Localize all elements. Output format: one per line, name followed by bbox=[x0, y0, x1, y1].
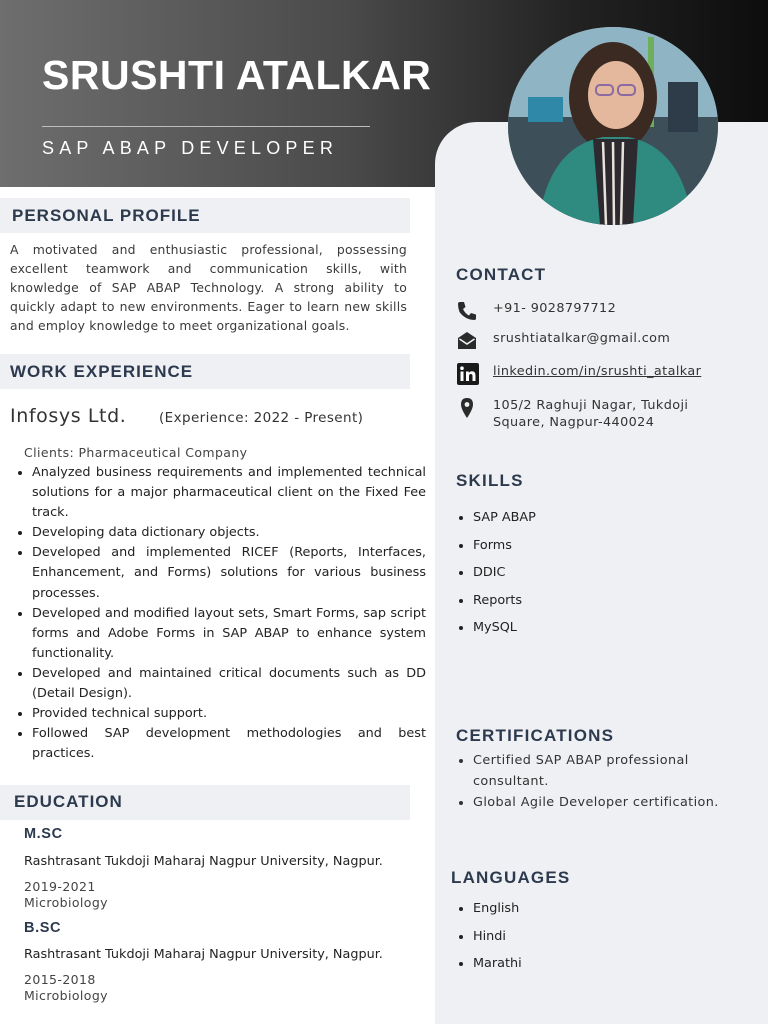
phone-icon bbox=[455, 300, 479, 322]
work-responsibilities-list bbox=[14, 463, 426, 764]
list-item: • Developing data dictionary objects. bbox=[32, 523, 426, 543]
person-portrait-icon bbox=[508, 27, 718, 225]
list-item: • Reports bbox=[473, 587, 536, 615]
work-heading: WORK EXPERIENCE bbox=[10, 362, 194, 381]
education-years: 2015-2018 bbox=[24, 972, 96, 987]
profile-heading: PERSONAL PROFILE bbox=[12, 206, 201, 225]
candidate-role: SAP ABAP DEVELOPER bbox=[42, 138, 339, 158]
postal-address: 105/2 Raghuji Nagar, Tukdoji Square, Nagpur-440024 bbox=[493, 398, 689, 430]
degree-title: B.SC bbox=[24, 920, 62, 936]
education-field: Microbiology bbox=[24, 988, 108, 1003]
languages-list bbox=[455, 895, 522, 978]
header-divider bbox=[42, 126, 370, 127]
list-item: • Hindi bbox=[473, 923, 522, 951]
list-item: • Analyzed business requirements and implemented technical solutions for a major pharmaceutical client on the Fixed Fee track. bbox=[32, 463, 426, 523]
location-pin-icon bbox=[455, 397, 479, 419]
education-field: Microbiology bbox=[24, 895, 108, 910]
company-name: Infosys Ltd. bbox=[10, 405, 127, 427]
list-item: • Certified SAP ABAP professional consultant. bbox=[473, 750, 763, 792]
list-item: • SAP ABAP bbox=[473, 504, 536, 532]
profile-photo bbox=[508, 27, 718, 225]
list-item: • Developed and maintained critical documents such as DD (Detail Design). bbox=[32, 664, 426, 704]
email-address: srushtiatalkar@gmail.com bbox=[493, 331, 671, 346]
profile-summary: A motivated and enthusiastic professional, possessing excellent teamwork and communication skills, with knowledge of SAP ABAP Technology. A strong ability to quickly adapt to new environments. Eager to learn new skills and employ knowledge to meet organizational goals. bbox=[10, 242, 407, 333]
candidate-name: SRUSHTI ATALKAR bbox=[42, 52, 432, 98]
envelope-icon bbox=[455, 330, 479, 352]
certifications-heading: CERTIFICATIONS bbox=[456, 726, 615, 745]
list-item: • Developed and modified layout sets, Smart Forms, sap script forms and Adobe Forms in SAP ABAP to enhance system functionality. bbox=[32, 604, 426, 664]
contact-heading: CONTACT bbox=[456, 265, 547, 284]
list-item: • DDIC bbox=[473, 559, 536, 587]
list-item: • Followed SAP development methodologies and best practices. bbox=[32, 724, 426, 764]
university-name: Rashtrasant Tukdoji Maharaj Nagpur University, Nagpur. bbox=[24, 947, 383, 962]
languages-heading: LANGUAGES bbox=[451, 868, 571, 887]
list-item: • Developed and implemented RICEF (Reports, Interfaces, Enhancement, and Forms) solutions for various business processes. bbox=[32, 543, 426, 603]
linkedin-link[interactable]: linkedin.com/in/srushti_atalkar bbox=[493, 364, 702, 379]
list-item: • Global Agile Developer certification. bbox=[473, 792, 763, 813]
certifications-list bbox=[455, 750, 763, 813]
list-item: • Forms bbox=[473, 532, 536, 560]
list-item: • English bbox=[473, 895, 522, 923]
skills-list bbox=[455, 504, 536, 642]
experience-period: (Experience: 2022 - Present) bbox=[159, 410, 364, 426]
clients-line: Clients: Pharmaceutical Company bbox=[24, 445, 248, 460]
degree-title: M.SC bbox=[24, 826, 63, 842]
list-item: • MySQL bbox=[473, 614, 536, 642]
skills-heading: SKILLS bbox=[456, 471, 524, 490]
education-heading: EDUCATION bbox=[14, 792, 123, 811]
list-item: • Provided technical support. bbox=[32, 704, 426, 724]
university-name: Rashtrasant Tukdoji Maharaj Nagpur University, Nagpur. bbox=[24, 854, 383, 869]
linkedin-icon bbox=[455, 363, 479, 385]
education-years: 2019-2021 bbox=[24, 879, 96, 894]
list-item: • Marathi bbox=[473, 950, 522, 978]
phone-number: +91- 9028797712 bbox=[493, 301, 617, 316]
